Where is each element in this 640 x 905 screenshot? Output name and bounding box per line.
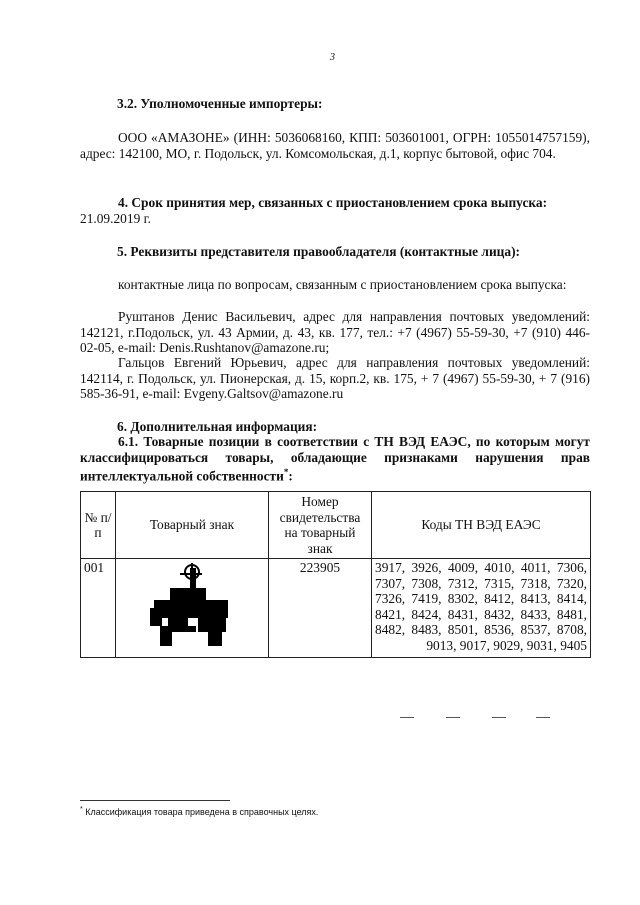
header-certificate: Номер свидетельства на товарный знак [269, 492, 372, 559]
decorative-dash [492, 717, 506, 718]
decorative-dash [400, 717, 414, 718]
footnote-separator [80, 800, 230, 801]
trademark-table [80, 491, 591, 658]
section-6-heading: 6. Дополнительная информация: [117, 419, 318, 434]
trademark-cell [116, 559, 269, 658]
decorative-dash [446, 717, 460, 718]
page-number: 3 [330, 52, 335, 63]
footnote-mark-bottom: * [80, 806, 83, 813]
section-5-intro: контактные лица по вопросам, связанным с приостановлением срока выпуска: [118, 277, 567, 292]
row-num: 001 [81, 559, 116, 658]
footnote-mark: * [283, 467, 289, 477]
contact-2: Гальцов Евгений Юрьевич, адрес для направления почтовых уведомлений: 142114, г. Подольск, ул. Пионерская, д. 15, корп.2, кв. 175, + 7 (4967) 55-59-30, + 7 (916) 585-36-91, e-mail: Evgeny.Galtsov@amazone.ru [80, 355, 590, 401]
section-4-date: 21.09.2019 г. [80, 211, 151, 226]
header-codes: Коды ТН ВЭД ЕАЭС [372, 492, 591, 559]
section-6-1-heading [80, 434, 590, 484]
section-6-1-colon: : [288, 468, 293, 484]
tnved-codes: 3917, 3926, 4009, 4010, 4011, 7306, 7307, 7308, 7312, 7315, 7318, 7320, 7326, 7419, 8302, 8412, 8413, 8414, 8421, 8424, 8431, 8432, 8433, 8481, 8482, 8483, 8501, 8536, 8537, 8708, 9013, 9017, 9029, 9031, 9405 [372, 559, 591, 658]
footnote [80, 806, 318, 817]
section-4-heading: 4. Срок принятия мер, связанных с приостановлением срока выпуска: [118, 195, 548, 210]
contact-1: Руштанов Денис Васильевич, адрес для направления почтовых уведомлений: 142121, г.Подольск, ул. 43 Армии, д. 43, кв. 177, тел.: +7 (4967) 55-59-30, +7 (910) 446-02-05, e-mail: Denis.Rushtanov@amazone.ru; [80, 309, 590, 355]
table-header-row [81, 492, 591, 559]
decorative-dash [536, 717, 550, 718]
header-trademark: Товарный знак [116, 492, 269, 559]
footnote-text: Классификация товара приведена в справочных целях. [85, 807, 319, 817]
section-6-1-text: 6.1. Товарные позиции в соответствии с ТН ВЭД ЕАЭС, по которым могут классифицироваться товары, обладающие признаками нарушения прав интеллектуальной собственности [80, 434, 590, 484]
section-3-2-text: ООО «АМАЗОНЕ» (ИНН: 5036068160, КПП: 503601001, ОГРН: 1055014757159), адрес: 142100, МО, г. Подольск, ул. Комсомольская, д.1, корпус бытовой, офис 704. [80, 130, 590, 161]
certificate-number: 223905 [269, 559, 372, 658]
amazone-tractor-logo-icon [146, 560, 238, 652]
section-5-heading: 5. Реквизиты представителя правообладателя (контактные лица): [117, 244, 520, 259]
section-3-2-heading: 3.2. Уполномоченные импортеры: [117, 96, 323, 111]
table-row [81, 559, 591, 658]
header-num: № п/п [81, 492, 116, 559]
